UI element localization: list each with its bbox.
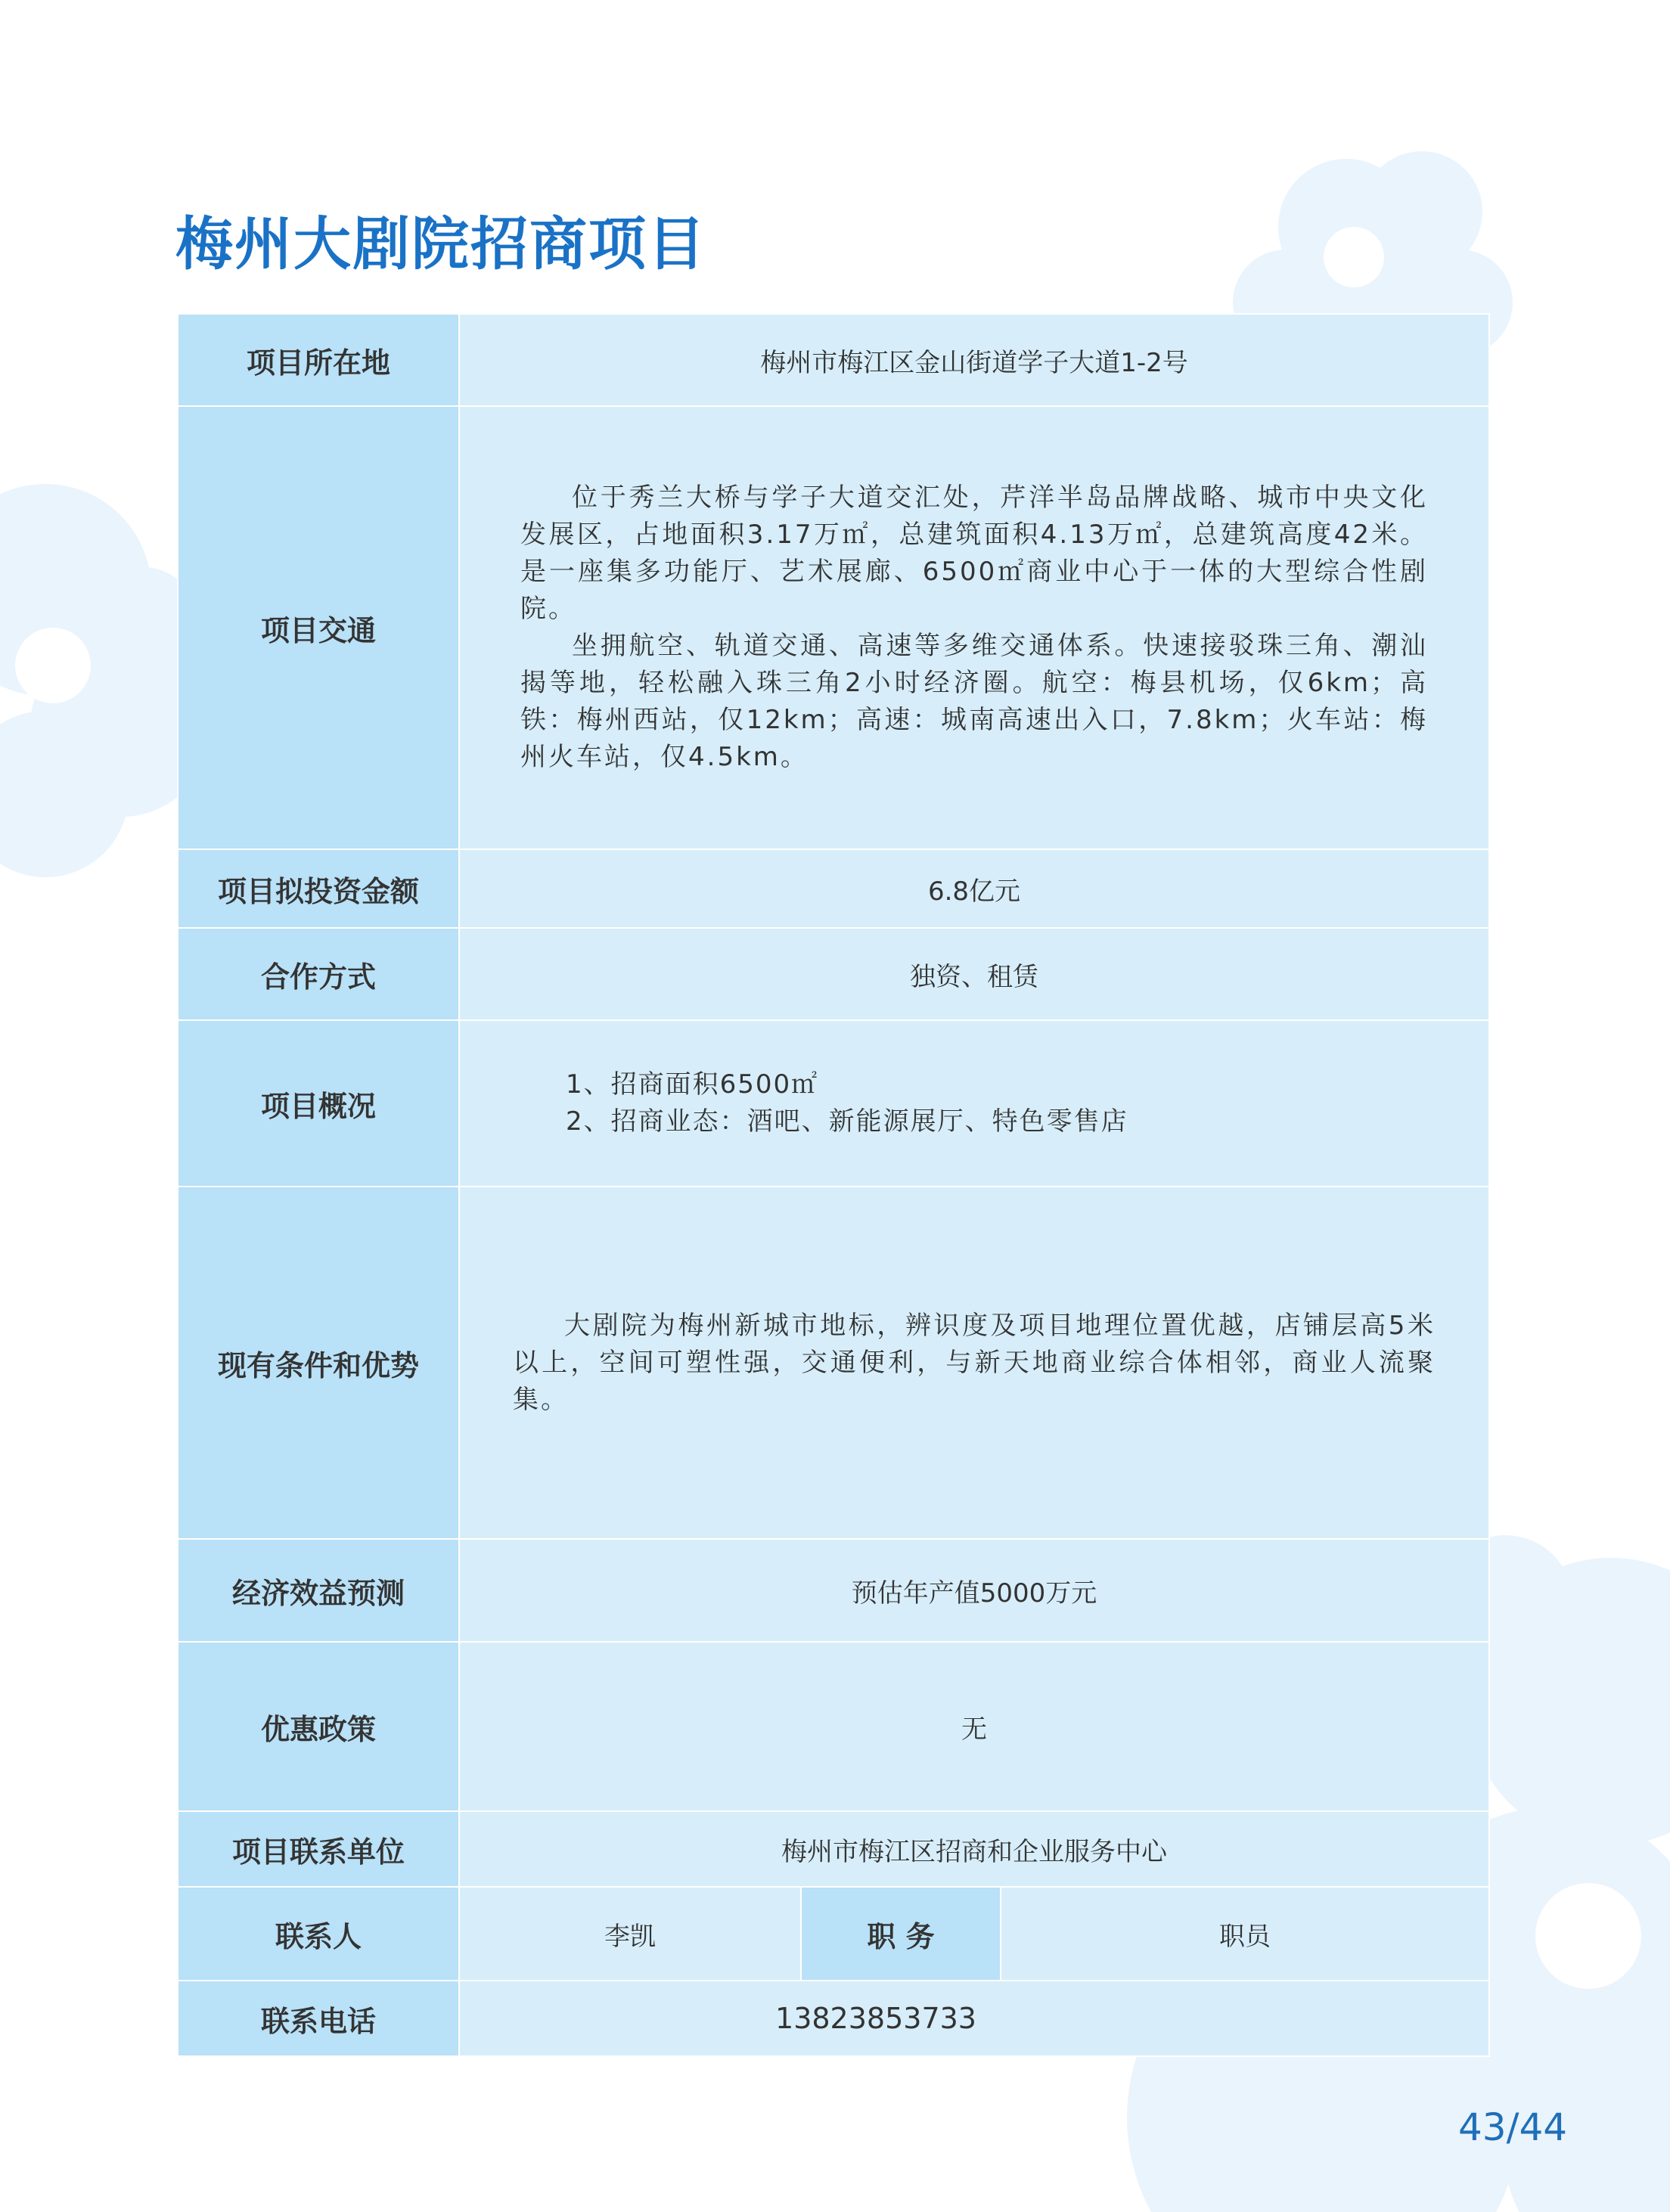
row-advantages	[178, 1187, 1489, 1539]
page-title: 梅州大剧院招商项目	[175, 210, 706, 278]
contact-person-name: 李凯	[459, 1887, 801, 1981]
traffic-paragraph-2: 坐拥航空、轨道交通、高速等多维交通体系。快速接驳珠三角、潮汕揭等地，轻松融入珠三角2小时经济圈。航空：梅县机场，仅6km；高铁：梅州西站，仅12km；高速：城南高速出入口，7.8km；火车站：梅州火车站，仅4.5km。	[520, 631, 1429, 772]
page-number: 43/44	[1458, 2105, 1568, 2149]
investment-value: 6.8亿元	[459, 849, 1489, 928]
location-value: 梅州市梅江区金山街道学子大道1-2号	[459, 314, 1489, 406]
row-benefit	[178, 1539, 1489, 1642]
row-investment	[178, 849, 1489, 928]
traffic-paragraph-1: 位于秀兰大桥与学子大道交汇处，芹洋半岛品牌战略、城市中央文化发展区，占地面积3.17万㎡，总建筑面积4.13万㎡，总建筑高度42米。是一座集多功能厅、艺术展廊、6500㎡商业中心于一体的大型综合性剧院。	[520, 482, 1429, 624]
advantages-label: 现有条件和优势	[178, 1187, 459, 1539]
row-cooperation	[178, 928, 1489, 1020]
row-overview	[178, 1020, 1489, 1187]
advantages-text: 大剧院为梅州新城市地标，辨识度及项目地理位置优越，店铺层高5米以上，空间可塑性强，交通便利，与新天地商业综合体相邻，商业人流聚集。	[513, 1310, 1436, 1415]
row-phone	[178, 1981, 1489, 2056]
row-traffic	[178, 406, 1489, 849]
policy-label: 优惠政策	[178, 1642, 459, 1811]
phone-label: 联系电话	[178, 1981, 459, 2056]
benefit-label: 经济效益预测	[178, 1539, 459, 1642]
cooperation-label: 合作方式	[178, 928, 459, 1020]
overview-item-1: 1、招商面积6500㎡	[566, 1069, 819, 1100]
row-policy	[178, 1642, 1489, 1811]
row-contact-unit	[178, 1811, 1489, 1887]
location-label: 项目所在地	[178, 314, 459, 406]
contact-unit-label: 项目联系单位	[178, 1811, 459, 1887]
overview-label: 项目概况	[178, 1020, 459, 1187]
investment-label: 项目拟投资金额	[178, 849, 459, 928]
traffic-label: 项目交通	[178, 406, 459, 849]
benefit-value: 预估年产值5000万元	[459, 1539, 1489, 1642]
row-location	[178, 314, 1489, 406]
cooperation-value: 独资、租赁	[459, 928, 1489, 1020]
policy-value: 无	[459, 1642, 1489, 1811]
position-value: 职员	[1001, 1887, 1489, 1981]
project-info-table	[177, 313, 1490, 2057]
overview-item-2: 2、招商业态：酒吧、新能源展厅、特色零售店	[566, 1106, 1128, 1137]
phone-value: 13823853733	[459, 1981, 1489, 2056]
contact-person-label: 联系人	[178, 1887, 459, 1981]
row-contact-person	[178, 1887, 1489, 1981]
contact-unit-value: 梅州市梅江区招商和企业服务中心	[459, 1811, 1489, 1887]
position-label: 职 务	[801, 1887, 1001, 1981]
